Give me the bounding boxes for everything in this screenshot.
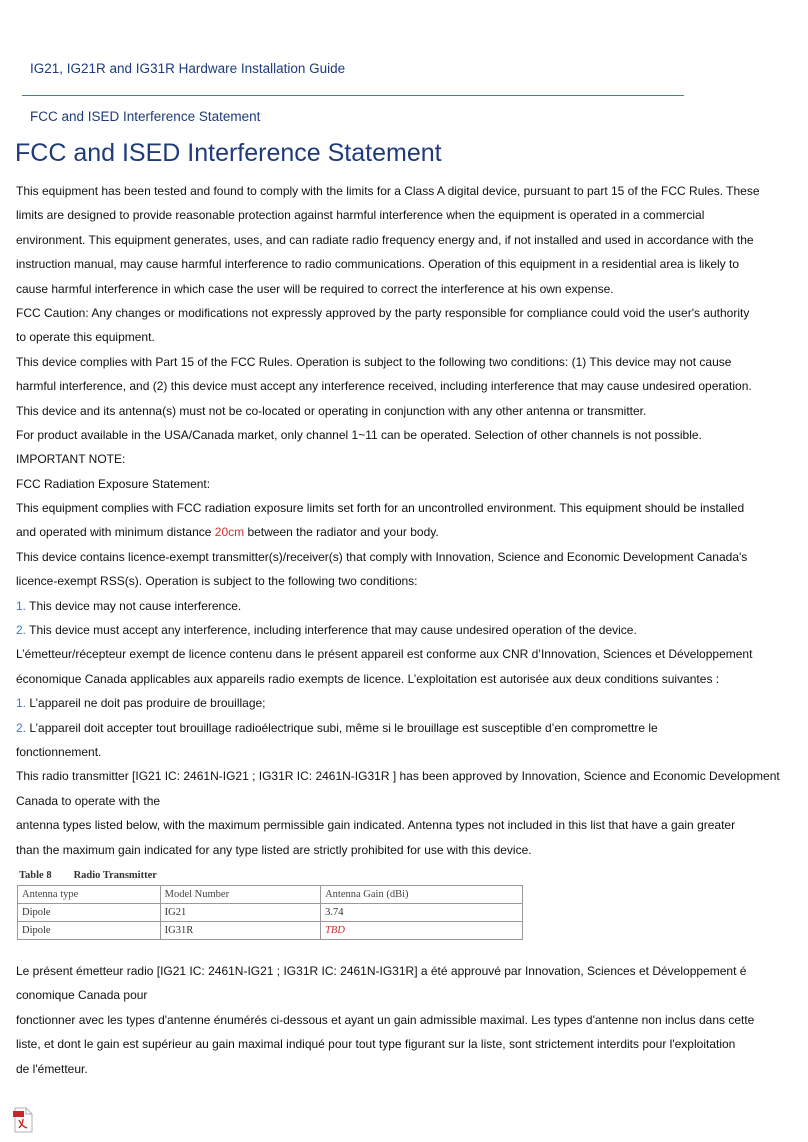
text-line: harmful interference, and (2) this device must accept any interference received, including interference that may cause undesired operation. [16, 379, 752, 394]
text-line: de l'émetteur. [16, 1061, 88, 1076]
text-line: This radio transmitter [IG21 IC: 2461N-IG21 ; IG31R IC: 2461N-IG31R ] has been approved by Innovation, Science and Economic Development [16, 769, 780, 784]
table-number: Table 8 [19, 870, 52, 881]
text-line: This device and its antenna(s) must not be co-located or operating in conjunction with any other antenna or transmitter. [16, 403, 647, 418]
text-line: fonctionner avec les types d'antenne énumérés ci-dessous et ayant un gain admissible maximal. Les types d'antenne non inclus dans cette [16, 1012, 755, 1027]
text-line: FCC Caution: Any changes or modifications not expressly approved by the party responsible for compliance could void the user's authority [16, 305, 750, 320]
text-line: This equipment has been tested and found to comply with the limits for a Class A digital device, pursuant to part 15 of the FCC Rules. These [16, 184, 760, 198]
text-line: limits are designed to provide reasonable protection against harmful interference when the equipment is operated in a commercial [16, 208, 705, 223]
condition-item [16, 618, 796, 642]
text-run: This device must accept any interference, including interference that may cause undesired operation of the device. [26, 623, 637, 638]
table-cell: Dipole [18, 922, 161, 940]
antenna-table [17, 885, 523, 940]
condition-item [16, 691, 796, 715]
table-cell: TBD [321, 922, 523, 940]
text-line: économique Canada applicables aux appareils radio exempts de licence. L’exploitation est autorisée aux deux conditions suivantes : [16, 671, 720, 686]
text-line: environment. This equipment generates, uses, and can radiate radio frequency energy and, if not installed and used in accordance with the [16, 232, 754, 247]
column-header: Model Number [160, 886, 320, 904]
condition-item [16, 716, 796, 740]
important-note-label: IMPORTANT NOTE: [16, 452, 126, 467]
text-line: L’émetteur/récepteur exempt de licence contenu dans le présent appareil est conforme aux CNR d’Innovation, Sciences et Développement [16, 647, 753, 662]
list-number: 1. [16, 598, 27, 613]
table-cell: IG21 [160, 904, 320, 922]
text-line: cause harmful interference in which case the user will be required to correct the interference at his own expense. [16, 281, 614, 296]
table-header-row [18, 886, 523, 904]
table-title: Radio Transmitter [73, 870, 157, 881]
text-line: fonctionnement. [16, 744, 102, 759]
text-line: This equipment complies with FCC radiation exposure limits set forth for an uncontrolled environment. This equipment should be installed [16, 501, 745, 516]
text-run: and operated with minimum distance [16, 525, 215, 540]
list-number: 1. [16, 696, 27, 711]
text-run: This device may not cause interference. [26, 598, 242, 613]
text-line: This device complies with Part 15 of the FCC Rules. Operation is subject to the following two conditions: (1) This device may not cause [16, 354, 732, 369]
column-header: Antenna type [18, 886, 161, 904]
table-row [18, 922, 523, 940]
table-cell: IG31R [160, 922, 320, 940]
text-run: L’appareil doit accepter tout brouillage radioélectrique subi, même si le brouillage est susceptible d’en compromettre le [26, 720, 658, 735]
text-line: licence-exempt RSS(s). Operation is subject to the following two conditions: [16, 574, 418, 589]
text-line: Le présent émetteur radio [IG21 IC: 2461N-IG21 ; IG31R IC: 2461N-IG31R] a été approuvé par Innovation, Sciences et Développement é [16, 964, 747, 978]
doc-header-section: FCC and ISED Interference Statement [30, 109, 261, 124]
table-cell: Dipole [18, 904, 161, 922]
body-text [16, 179, 796, 862]
text-line: than the maximum gain indicated for any type listed are strictly prohibited for use with this device. [16, 842, 532, 857]
pdf-file-icon[interactable] [12, 1107, 34, 1133]
text-line: liste, et dont le gain est supérieur au gain maximal indiqué pour tout type figurant sur la liste, sont strictement interdits pour l'exploitation [16, 1037, 736, 1052]
text-line: This device contains licence-exempt transmitter(s)/receiver(s) that comply with Innovation, Science and Economic Development Canada's [16, 549, 748, 564]
radiation-title: FCC Radiation Exposure Statement: [16, 476, 211, 491]
body-text-fr [16, 959, 796, 1081]
list-number: 2. [16, 720, 27, 735]
table-caption [19, 870, 179, 881]
text-run: L’appareil ne doit pas produire de brouillage; [26, 696, 266, 711]
text-line: instruction manual, may cause harmful interference to radio communications. Operation of this equipment in a residential area is likely to [16, 257, 740, 272]
text-line: antenna types listed below, with the maximum permissible gain indicated. Antenna types not included in this list that have a gain greater [16, 818, 736, 833]
header-divider [22, 95, 684, 96]
text-run: between the radiator and your body. [244, 525, 439, 540]
doc-header-title: IG21, IG21R and IG31R Hardware Installation Guide [30, 61, 346, 76]
condition-item [16, 594, 796, 618]
page-title: FCC and ISED Interference Statement [15, 139, 442, 167]
text-line: Canada to operate with the [16, 793, 161, 808]
distance-value: 20cm [214, 525, 245, 540]
text-line: For product available in the USA/Canada market, only channel 1~11 can be operated. Selection of other channels is not possible. [16, 427, 702, 442]
text-line [16, 520, 796, 544]
table-row [18, 904, 523, 922]
list-number: 2. [16, 623, 27, 638]
text-line: to operate this equipment. [16, 330, 155, 345]
text-line: conomique Canada pour [16, 988, 148, 1003]
column-header: Antenna Gain (dBi) [321, 886, 523, 904]
table-cell: 3.74 [321, 904, 523, 922]
